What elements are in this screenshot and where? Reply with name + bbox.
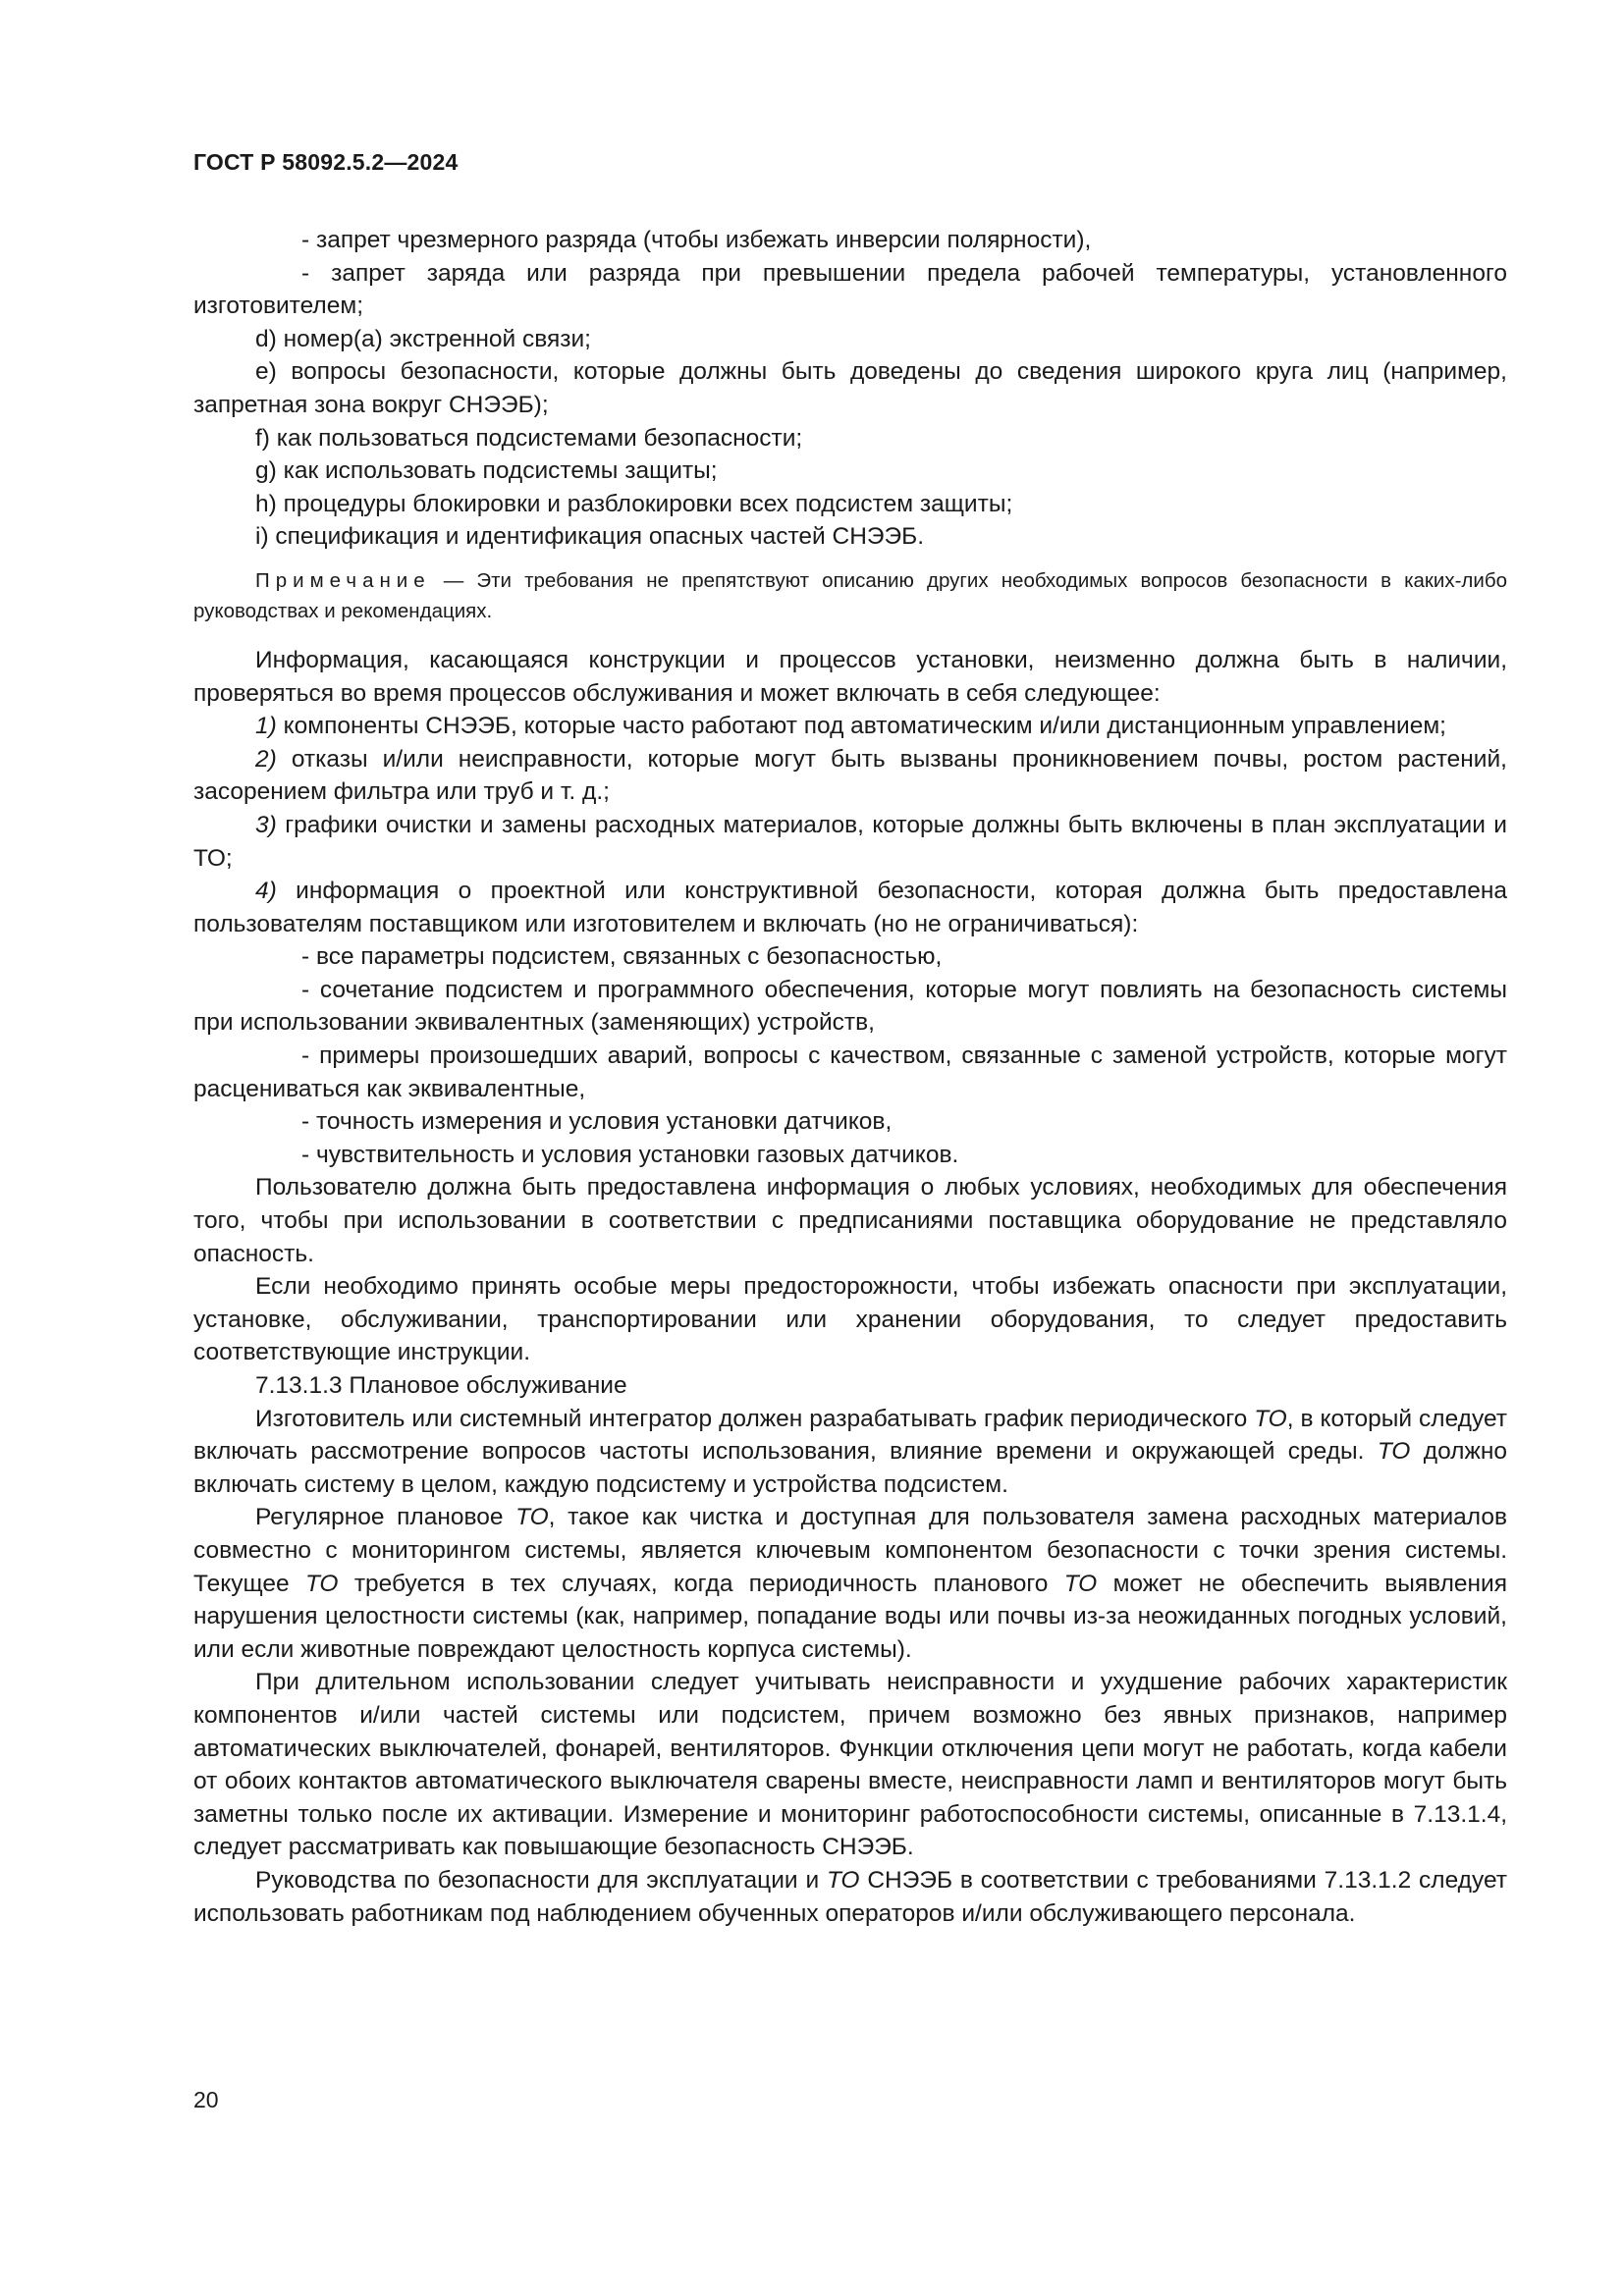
paragraph-user-info: Пользователю должна быть предоставлена информация о любых условиях, необходимых для обеспечения того, чтобы при использовании в соответствии с предписаниями поставщика оборудование не представляло опасность. xyxy=(193,1174,1507,1267)
text-run: , такое как чистка и доступная для пользователя замена расходных материалов совместно с мониторингом системы, является ключевым компонентом безопасности с точки зрения системы. Текущее xyxy=(193,1504,1507,1597)
paragraph-schedule xyxy=(193,1403,1507,1502)
paragraph-long-use: При длительном использовании следует учитывать неисправности и ухудшение рабочих характеристик компонентов и/или частей системы или подсистем, причем возможно без явных признаков, например автоматических выключателей, фонарей, вентиляторов. Функции отключения цепи могут не работать, когда кабели от обоих контактов автоматического выключателя сварены вместе, неисправности ламп и вентиляторов могут быть заметны только после их активации. Измерение и мониторинг работоспособности системы, описанные в 7.13.1.4, следует рассматривать как повышающие безопасность СНЭЭБ. xyxy=(193,1669,1507,1861)
text-run: Регулярное плановое xyxy=(255,1504,516,1531)
text-run-italic: ТО xyxy=(1377,1438,1411,1466)
doc-body xyxy=(193,224,1507,1930)
text-run-italic: ТО xyxy=(1063,1570,1098,1597)
paragraph-info-intro: Информация, касающаяся конструкции и процессов установки, неизменно должна быть в наличии, проверяться во время процессов обслуживания и может включать в себя следующее: xyxy=(193,646,1507,707)
text-run-italic: ТО xyxy=(304,1570,339,1597)
list-item: i) спецификация и идентификация опасных частей СНЭЭБ. xyxy=(255,523,924,551)
text-run: требуется в тех случаях, когда периодичность планового xyxy=(338,1570,1064,1597)
numbered-item xyxy=(193,743,1507,809)
text-run: Руководства по безопасности для эксплуатации и xyxy=(255,1866,827,1894)
item-text: информация о проектной или конструктивной безопасности, которая должна быть предоставлена пользователям поставщиком или изготовителем и включать (но не ограничиваться): xyxy=(193,878,1507,937)
paragraph-precautions: Если необходимо принять особые меры предосторожности, чтобы избежать опасности при эксплуатации, установке, обслуживании, транспортировании или хранении оборудования, то следует предоставить соответствующие инструкции. xyxy=(193,1273,1507,1366)
list-item: d) номер(а) экстренной связи; xyxy=(255,325,591,352)
list-item: - запрет чрезмерного разряда (чтобы избежать инверсии полярности), xyxy=(301,227,1092,253)
item-text: графики очистки и замены расходных материалов, которые должны быть включены в план эксплуатации и ТО; xyxy=(193,811,1507,872)
doc-header: ГОСТ Р 58092.5.2—2024 xyxy=(193,149,459,175)
numbered-item xyxy=(193,710,1507,743)
numbered-item xyxy=(193,875,1507,940)
sub-item: - сочетание подсистем и программного обеспечения, которые могут повлиять на безопасность системы при использовании эквивалентных (заменяющих) устройств, xyxy=(193,976,1507,1037)
item-number: 4) xyxy=(255,878,277,905)
note-block xyxy=(193,565,1507,626)
text-run-italic: ТО xyxy=(1254,1405,1287,1432)
text-run: должно включать систему в целом, каждую подсистему и устройства подсистем. xyxy=(193,1438,1507,1498)
sub-item: - все параметры подсистем, связанных с безопасностью, xyxy=(301,943,943,971)
note-text: — Эти требования не препятствуют описанию других необходимых вопросов безопасности в каких-либо руководствах и рекомендациях. xyxy=(193,568,1507,622)
paragraph-guides xyxy=(193,1864,1507,1930)
item-number: 1) xyxy=(255,713,277,740)
page-number: 20 xyxy=(193,2087,219,2112)
list-item: f) как пользоваться подсистемами безопасности; xyxy=(255,424,803,452)
text-run: может не обеспечить выявления нарушения целостности системы (как, например, попадание воды или почвы из-за неожиданных погодных условий, или если животные повреждают целостность корпуса системы). xyxy=(193,1570,1507,1663)
text-run: СНЭЭБ в соответствии с требованиями 7.13.1.2 следует использовать работникам под наблюдением обученных операторов и/или обслуживающего персонала. xyxy=(193,1866,1507,1927)
item-text: компоненты СНЭЭБ, которые часто работают под автоматическим и/или дистанционным управлением; xyxy=(276,713,1446,740)
text-run: Изготовитель или системный интегратор должен разрабатывать график периодического xyxy=(255,1405,1255,1432)
sub-item: - точность измерения и условия установки датчиков, xyxy=(301,1108,893,1136)
list-item: h) процедуры блокировки и разблокировки всех подсистем защиты; xyxy=(255,490,1013,517)
numbered-item xyxy=(193,809,1507,875)
item-number: 2) xyxy=(255,745,277,773)
text-run-italic: ТО xyxy=(515,1504,549,1531)
item-number: 3) xyxy=(255,811,277,838)
paragraph-regular xyxy=(193,1501,1507,1666)
note-label: Примечание xyxy=(255,568,431,592)
text-run: , в который следует включать рассмотрение вопросов частоты использования, влияние времени и окружающей среды. xyxy=(193,1405,1507,1466)
list-item: g) как использовать подсистемы защиты; xyxy=(255,457,718,485)
list-item: e) вопросы безопасности, которые должны быть доведены до сведения широкого круга лиц (например, запретная зона вокруг СНЭЭБ); xyxy=(193,358,1507,418)
sub-item: - примеры произошедших аварий, вопросы с качеством, связанные с заменой устройств, которые могут расцениваться как эквивалентные, xyxy=(193,1042,1507,1102)
sub-item: - чувствительность и условия установки газовых датчиков. xyxy=(301,1141,959,1168)
section-heading: 7.13.1.3 Плановое обслуживание xyxy=(255,1372,627,1399)
item-text: отказы и/или неисправности, которые могут быть вызваны проникновением почвы, ростом растений, засорением фильтра или труб и т. д.; xyxy=(193,745,1507,806)
list-item: - запрет заряда или разряда при превышении предела рабочей температуры, установленного изготовителем; xyxy=(193,259,1507,320)
text-run-italic: ТО xyxy=(827,1866,860,1894)
